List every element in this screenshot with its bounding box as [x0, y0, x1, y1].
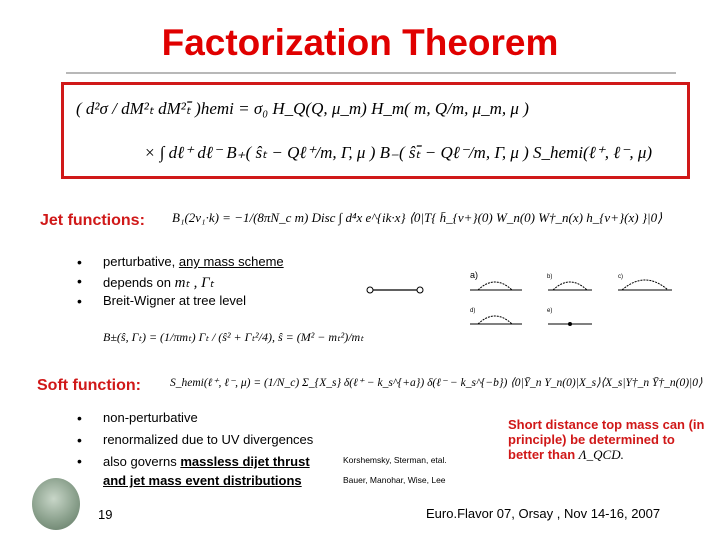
factorization-formula-box: [61, 82, 690, 179]
conference-footer: Euro.Flavor 07, Orsay , Nov 14-16, 2007: [426, 506, 661, 521]
title-divider: [66, 72, 676, 74]
diagram-e-vertex: [568, 322, 572, 326]
top-mass-note: Short distance top mass can (in principle) be determined to better than Λ_QCD.: [508, 417, 705, 462]
reference-bauer: Bauer, Manohar, Wise, Lee: [343, 475, 446, 485]
jet-functions-heading: Jet functions:: [40, 212, 145, 229]
diagram-b-loop: [553, 282, 587, 290]
bullet-icon: •: [77, 254, 82, 270]
slide-title: Factorization Theorem: [161, 22, 559, 63]
soft-bullet-1: • non-perturbative: [77, 410, 198, 426]
lambda-qcd-symbol: Λ_QCD.: [578, 447, 624, 462]
vertex-right: [417, 287, 423, 293]
jet-function-formula: B₁(2v₁·k) = −1/(8πN_c m) Disc ∫ d⁴x e^{ik·x} ⟨0|T{ h̄_{v+}(0) W_n(0) W†_n(x) h_{v+}(x) }|0⟩: [172, 210, 663, 225]
diagram-label-c: c): [618, 274, 623, 280]
reference-korshemsky: Korshemsky, Sterman, etal.: [343, 455, 447, 465]
soft-function-heading: Soft function:: [37, 377, 141, 394]
bullet-icon: •: [77, 453, 82, 469]
diagram-label-d: d): [470, 308, 476, 314]
bullet-icon: •: [77, 293, 82, 309]
diagram-c-loop: [622, 280, 668, 290]
diagram-label-b: b): [547, 274, 553, 280]
diagram-a-loop: [478, 282, 512, 290]
diagram-d-loop: [478, 316, 512, 324]
jet-bullet-3: • Breit-Wigner at tree level: [77, 293, 247, 309]
formula-line-2: × ∫ dℓ⁺ dℓ⁻ B₊( ŝₜ − Qℓ⁺/m, Γ, μ ) B₋( ŝₜ̄ − Qℓ⁻/m, Γ, μ ) S_hemi(ℓ⁺, ℓ⁻, μ): [144, 143, 653, 162]
bullet-icon: •: [77, 273, 82, 289]
university-seal-logo: [32, 478, 80, 530]
breit-wigner-formula: B±(ŝ, Γₜ) = (1/πmₜ) Γₜ / (ŝ² + Γₜ²/4), ŝ = (M² − mₜ²)/mₜ: [103, 330, 364, 344]
vertex-left: [367, 287, 373, 293]
jet-bullet-1: • perturbative, any mass scheme: [77, 254, 284, 270]
soft-bullet-3: • also governs massless dijet thrust and jet mass event distributions: [77, 453, 310, 488]
soft-function-formula: S_hemi(ℓ⁺, ℓ⁻, μ) = (1/N_c) Σ_{X_s} δ(ℓ⁺ − k_s^{+a}) δ(ℓ⁻ − k_s^{−b}) ⟨0|Ȳ_n Y_n(0)|X_s⟩⟨X_s|Y†_n Ȳ†_n(0)|0⟩: [170, 377, 703, 389]
jet-bullet-2: • depends on mₜ , Γₜ: [77, 273, 215, 291]
page-number: 19: [98, 507, 113, 522]
formula-line-1: ( d²σ / dM²ₜ dM²ₜ̄ )hemi = σ₀ H_Q(Q, μ_m) H_m( m, Q/m, μ_m, μ ): [76, 99, 529, 118]
bullet-icon: •: [77, 410, 82, 426]
soft-bullet-2: • renormalized due to UV divergences: [77, 432, 314, 448]
diagram-label-a: a): [470, 270, 479, 280]
bullet-icon: •: [77, 432, 82, 448]
diagram-label-e: e): [547, 308, 553, 314]
feynman-diagrams: [300, 268, 680, 338]
